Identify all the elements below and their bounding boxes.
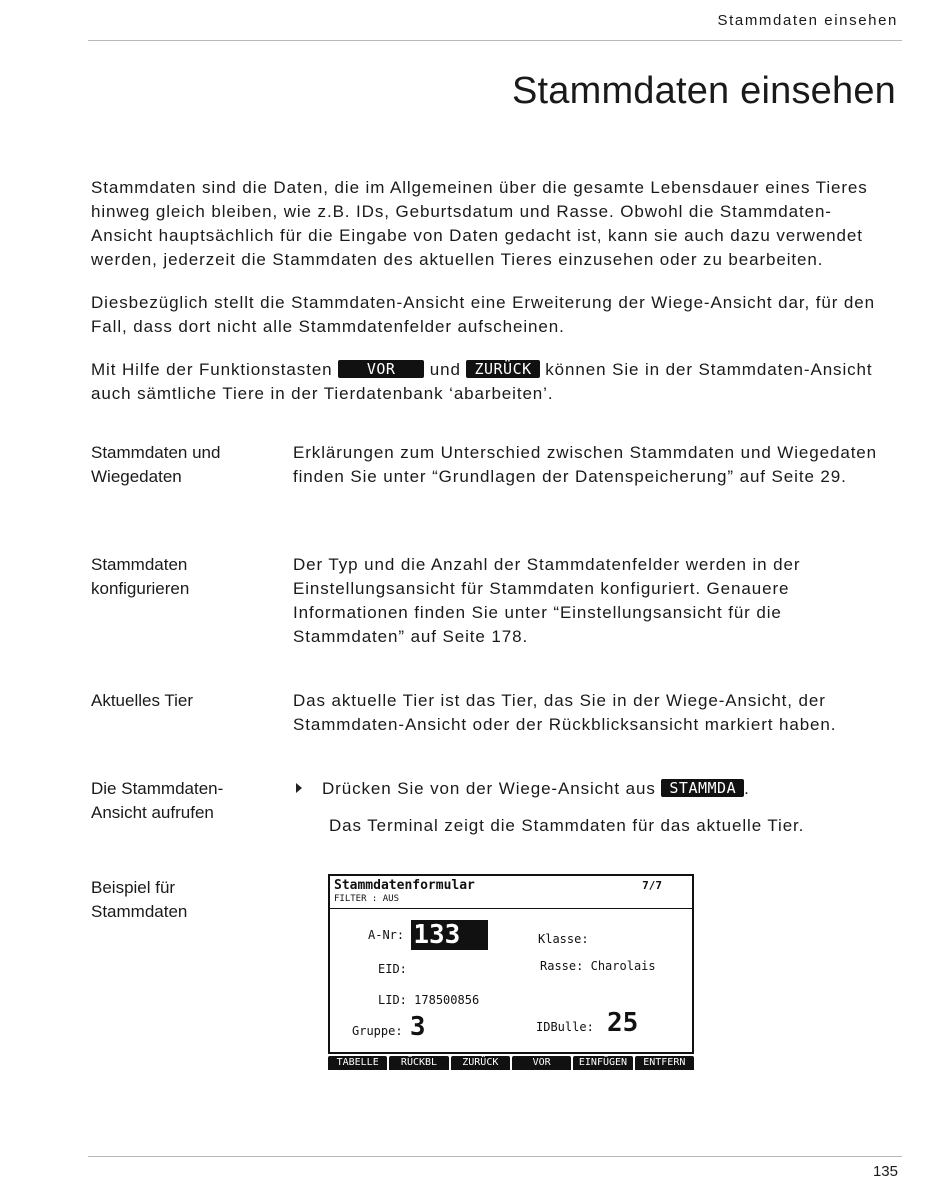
softkey-zurueck: ZURÜCK <box>451 1056 510 1070</box>
key-stammda: STAMMDA <box>661 779 744 797</box>
page-title: Stammdaten einsehen <box>511 70 896 112</box>
anr-label: A-Nr: <box>368 928 405 942</box>
rasse-field <box>540 959 656 973</box>
intro-p3-middle: und <box>424 360 467 379</box>
screen-page-indicator: 7/7 <box>642 879 662 892</box>
section-text-stammdaten-wiegedaten: Erklärungen zum Unterschied zwischen Stammdaten und Wiegedaten finden Sie unter “Grundlagen der Datenspeicherung” auf Seite 29. <box>293 443 878 486</box>
gruppe-value: 3 <box>409 1012 426 1042</box>
step-text-after: . <box>744 779 750 798</box>
intro-paragraph-2: Diesbezüglich stellt die Stammdaten-Ansicht eine Erweiterung der Wiege-Ansicht dar, für den Fall, dass dort nicht alle Stammdatenfelder aufscheinen. <box>91 293 875 336</box>
section-label-beispiel: Beispiel für Stammdaten <box>91 878 188 921</box>
intro-p3-after: können Sie in der Stammdaten-Ansicht auch sämtliche Tiere in der Tierdatenbank ‘abarbeiten’. <box>91 360 873 403</box>
gruppe-label: Gruppe: <box>352 1024 403 1038</box>
key-zurueck: ZURÜCK <box>466 360 539 378</box>
intro-paragraph-1: Stammdaten sind die Daten, die im Allgemeinen über die gesamte Lebensdauer eines Tieres hinweg gleich bleiben, wie z.B. IDs, Geburtsdatum und Rasse. Obwohl die Stammdaten-Ansicht hauptsächlich für die Eingabe von Daten gedacht ist, kann sie auch dazu verwendet werden, jederzeit die Stammdaten des aktuellen Tieres einzusehen oder zu bearbeiten. <box>91 178 868 269</box>
gruppe-field <box>352 1014 425 1040</box>
softkey-tabelle: TABELLE <box>328 1056 387 1070</box>
page-number: 135 <box>872 1163 898 1180</box>
rasse-value: Charolais <box>590 959 656 973</box>
step-result: Das Terminal zeigt die Stammdaten für das aktuelle Tier. <box>329 816 805 835</box>
section-label-aktuelles-tier: Aktuelles Tier <box>91 691 194 710</box>
softkey-bar <box>328 1056 694 1070</box>
step-text-before: Drücken Sie von der Wiege-Ansicht aus <box>322 779 662 798</box>
lid-field <box>378 993 479 1007</box>
rasse-label: Rasse: <box>540 959 584 973</box>
idbulle-field <box>536 1010 638 1036</box>
idbulle-value: 25 <box>607 1008 639 1038</box>
running-header: Stammdaten einsehen <box>717 12 898 29</box>
terminal-screen <box>328 874 694 1054</box>
section-text-konfigurieren: Der Typ und die Anzahl der Stammdatenfelder werden in der Einstellungsansicht für Stammdaten konfiguriert. Genauere Informationen finden Sie unter “Einstellungsansicht für die Stammdaten” auf Seite 178. <box>293 555 801 646</box>
softkey-vor: VOR <box>512 1056 571 1070</box>
klasse-field <box>538 932 589 946</box>
anr-field <box>368 922 488 948</box>
key-vor: VOR <box>338 360 424 378</box>
screen-rule <box>330 908 692 909</box>
bottom-rule <box>88 1156 902 1157</box>
klasse-label: Klasse: <box>538 932 589 946</box>
section-label-aufrufen: Die Stammdaten-Ansicht aufrufen <box>91 779 224 822</box>
section-text-aktuelles-tier: Das aktuelle Tier ist das Tier, das Sie in der Wiege-Ansicht, der Stammdaten-Ansicht oder der Rückblicksansicht markiert haben. <box>293 691 837 734</box>
screen-filter: FILTER : AUS <box>334 894 400 904</box>
section-label-konfigurieren: Stammdaten konfigurieren <box>91 555 190 598</box>
lid-value: 178500856 <box>414 993 480 1007</box>
softkey-einfuegen: EINFÜGEN <box>573 1056 632 1070</box>
softkey-rueckbl: RÜCKBL <box>389 1056 448 1070</box>
section-label-stammdaten-wiegedaten: Stammdaten und Wiegedaten <box>91 443 221 486</box>
intro-paragraph-3 <box>91 358 891 406</box>
softkey-entfern: ENTFERN <box>635 1056 694 1070</box>
eid-label: EID: <box>378 962 407 976</box>
step-row <box>296 777 750 801</box>
anr-value: 133 <box>411 920 488 950</box>
bullet-arrow-icon <box>296 783 302 793</box>
intro-p3-before: Mit Hilfe der Funktionstasten <box>91 360 339 379</box>
lid-label: LID: <box>378 993 407 1007</box>
screen-title: Stammdatenformular <box>334 878 475 893</box>
idbulle-label: IDBulle: <box>536 1020 594 1034</box>
eid-field <box>378 962 407 976</box>
top-rule <box>88 40 902 41</box>
